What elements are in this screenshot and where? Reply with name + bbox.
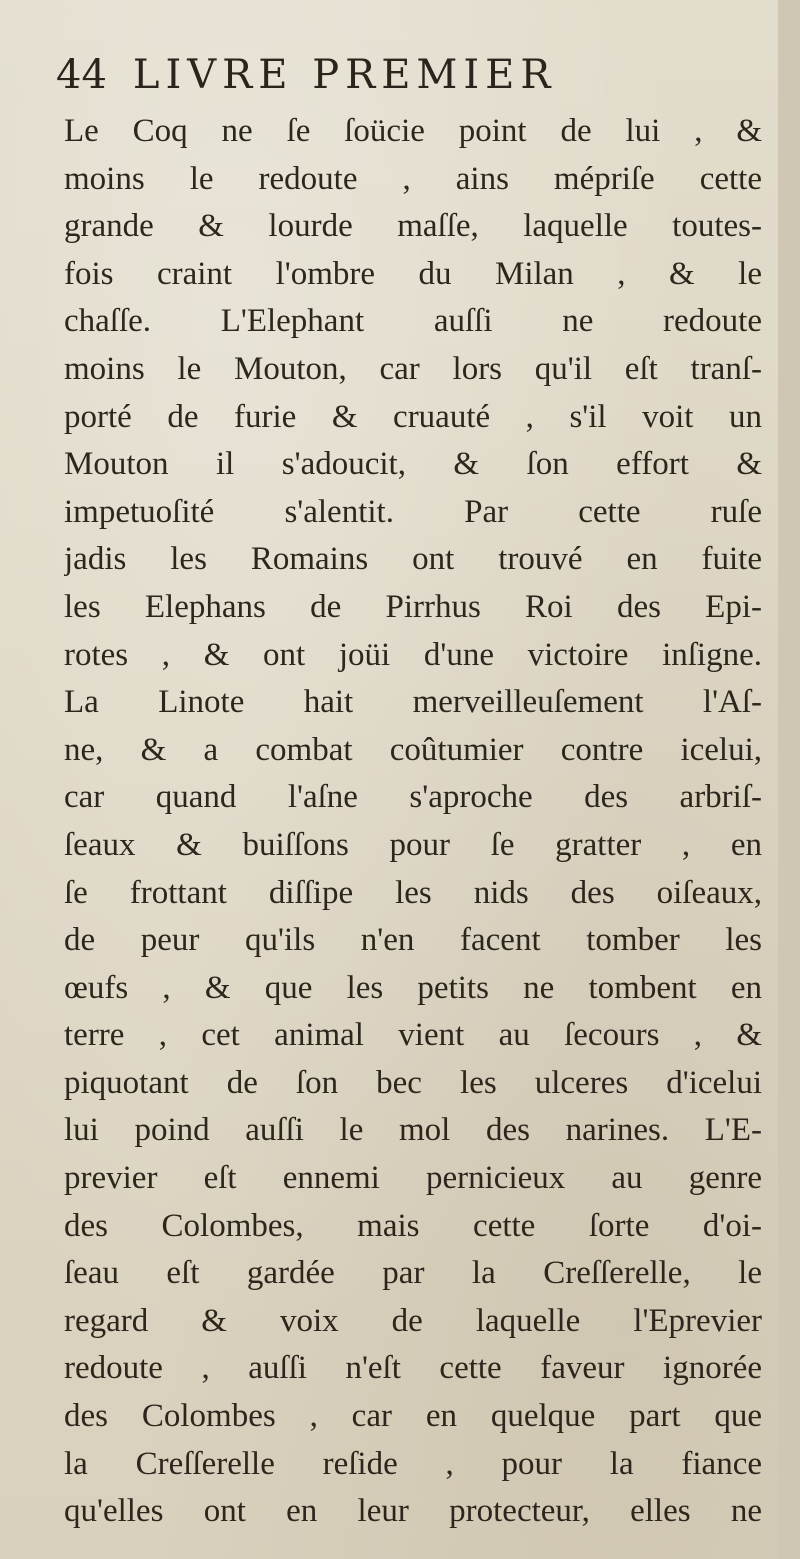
text-line: La Linote hait merveilleuſement l'Aſ- <box>64 684 762 721</box>
text-line: les Elephans de Pirrhus Roi des Epi- <box>64 588 762 625</box>
text-line: fois craint l'ombre du Milan , & le <box>64 255 762 292</box>
text-line: qu'elles ont en leur protecteur, elles ne <box>64 1493 762 1530</box>
text-line: rotes , & ont joüi d'une victoire inſigne. <box>64 636 762 673</box>
running-title: LIVRE PREMIER <box>132 52 557 98</box>
page-number: 44 <box>56 52 107 98</box>
text-line: jadis les Romains ont trouvé en fuite <box>64 541 762 578</box>
text-line: chaſſe. L'Elephant auſſi ne redoute <box>64 303 762 340</box>
text-line: des Colombes, mais cette ſorte d'oi- <box>64 1207 762 1244</box>
text-line: porté de furie & cruauté , s'il voit un <box>64 398 762 435</box>
text-line: impetuoſité s'alentit. Par cette ruſe <box>64 493 762 530</box>
text-line: terre , cet animal vient au ſecours , & <box>64 1017 762 1054</box>
text-line: lui poind auſſi le mol des narines. L'E- <box>64 1112 762 1149</box>
text-line: grande & lourde maſſe, laquelle toutes- <box>64 208 762 245</box>
text-line: piquotant de ſon bec les ulceres d'icelui <box>64 1064 762 1101</box>
page-header <box>56 52 557 112</box>
text-line: des Colombes , car en quelque part que <box>64 1398 762 1435</box>
text-line: Mouton il s'adoucit, & ſon effort & <box>64 446 762 483</box>
text-line: la Creſſerelle reſide , pour la fiance <box>64 1445 762 1482</box>
text-line: car quand l'aſne s'aproche des arbriſ- <box>64 779 762 816</box>
text-line: ſeaux & buiſſons pour ſe gratter , en <box>64 826 762 863</box>
text-line: ne, & a combat coûtumier contre icelui, <box>64 731 762 768</box>
text-line: redoute , auſſi n'eſt cette faveur ignorée <box>64 1350 762 1387</box>
text-line: ſe frottant diſſipe les nids des oiſeaux, <box>64 874 762 911</box>
text-line: de peur qu'ils n'en facent tomber les <box>64 922 762 959</box>
text-line: œufs , & que les petits ne tombent en <box>64 969 762 1006</box>
text-line: moins le Mouton, car lors qu'il eſt tranſ- <box>64 350 762 387</box>
body-text <box>64 108 762 1536</box>
text-line: Le Coq ne ſe ſoücie point de lui , & <box>64 113 762 149</box>
text-line: moins le redoute , ains mépriſe cette <box>64 160 762 197</box>
text-line: ſeau eſt gardée par la Creſſerelle, le <box>64 1255 762 1292</box>
text-line: previer eſt ennemi pernicieux au genre <box>64 1160 762 1197</box>
text-line: regard & voix de laquelle l'Eprevier <box>64 1302 762 1339</box>
